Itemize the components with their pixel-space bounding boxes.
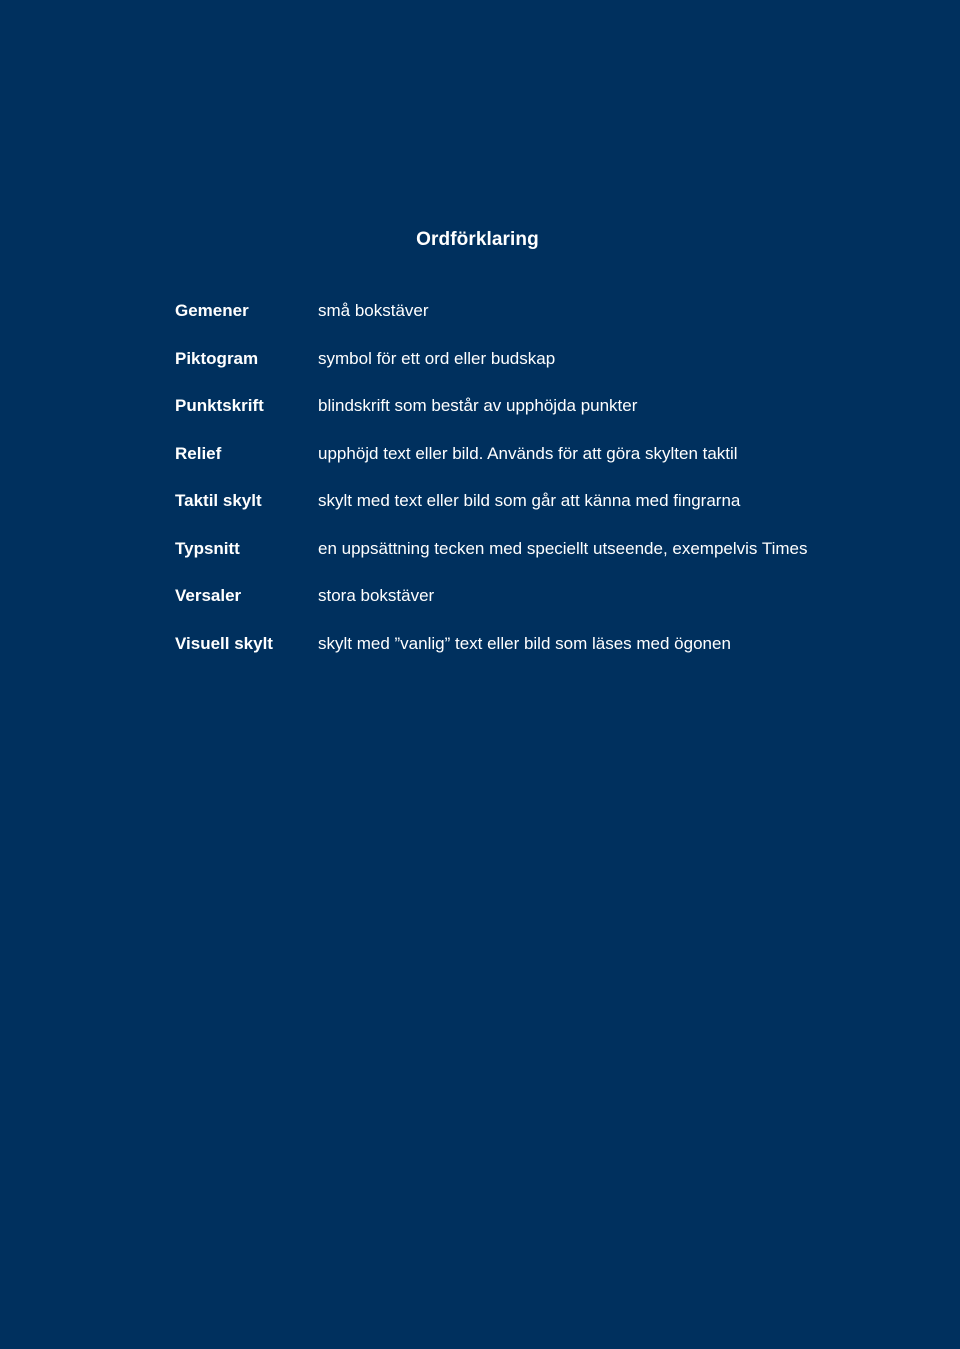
glossary-term: Punktskrift — [175, 396, 264, 415]
glossary-definition: en uppsättning tecken med speciellt utseende, exempelvis Times — [318, 538, 808, 558]
glossary-list — [175, 300, 875, 680]
glossary-definition: stora bokstäver — [318, 586, 435, 605]
glossary-term: Visuell skylt — [175, 633, 273, 653]
glossary-entry-relief — [175, 443, 875, 491]
glossary-term: Typsnitt — [175, 538, 240, 558]
glossary-entry-typsnitt — [175, 538, 875, 586]
glossary-entry-visuell-skylt — [175, 633, 875, 681]
glossary-term: Gemener — [175, 301, 249, 320]
glossary-definition: upphöjd text eller bild. Används för att göra skylten taktil — [318, 443, 738, 463]
glossary-definition: små bokstäver — [318, 301, 429, 320]
glossary-definition: skylt med ”vanlig” text eller bild som läses med ögonen — [318, 633, 731, 653]
glossary-definition: blindskrift som består av upphöjda punkter — [318, 396, 638, 415]
glossary-entry-versaler — [175, 585, 875, 633]
glossary-entry-punktskrift — [175, 395, 875, 443]
glossary-term: Taktil skylt — [175, 491, 262, 510]
glossary-term: Relief — [175, 443, 222, 463]
glossary-definition: symbol för ett ord eller budskap — [318, 348, 556, 368]
glossary-entry-piktogram — [175, 348, 875, 396]
glossary-definition: skylt med text eller bild som går att känna med fingrarna — [318, 491, 741, 510]
glossary-entry-taktil-skylt — [175, 490, 875, 538]
page-title: Ordförklaring — [416, 229, 539, 250]
glossary-entry-gemener — [175, 300, 875, 348]
glossary-term: Piktogram — [175, 348, 259, 368]
glossary-term: Versaler — [175, 586, 242, 605]
